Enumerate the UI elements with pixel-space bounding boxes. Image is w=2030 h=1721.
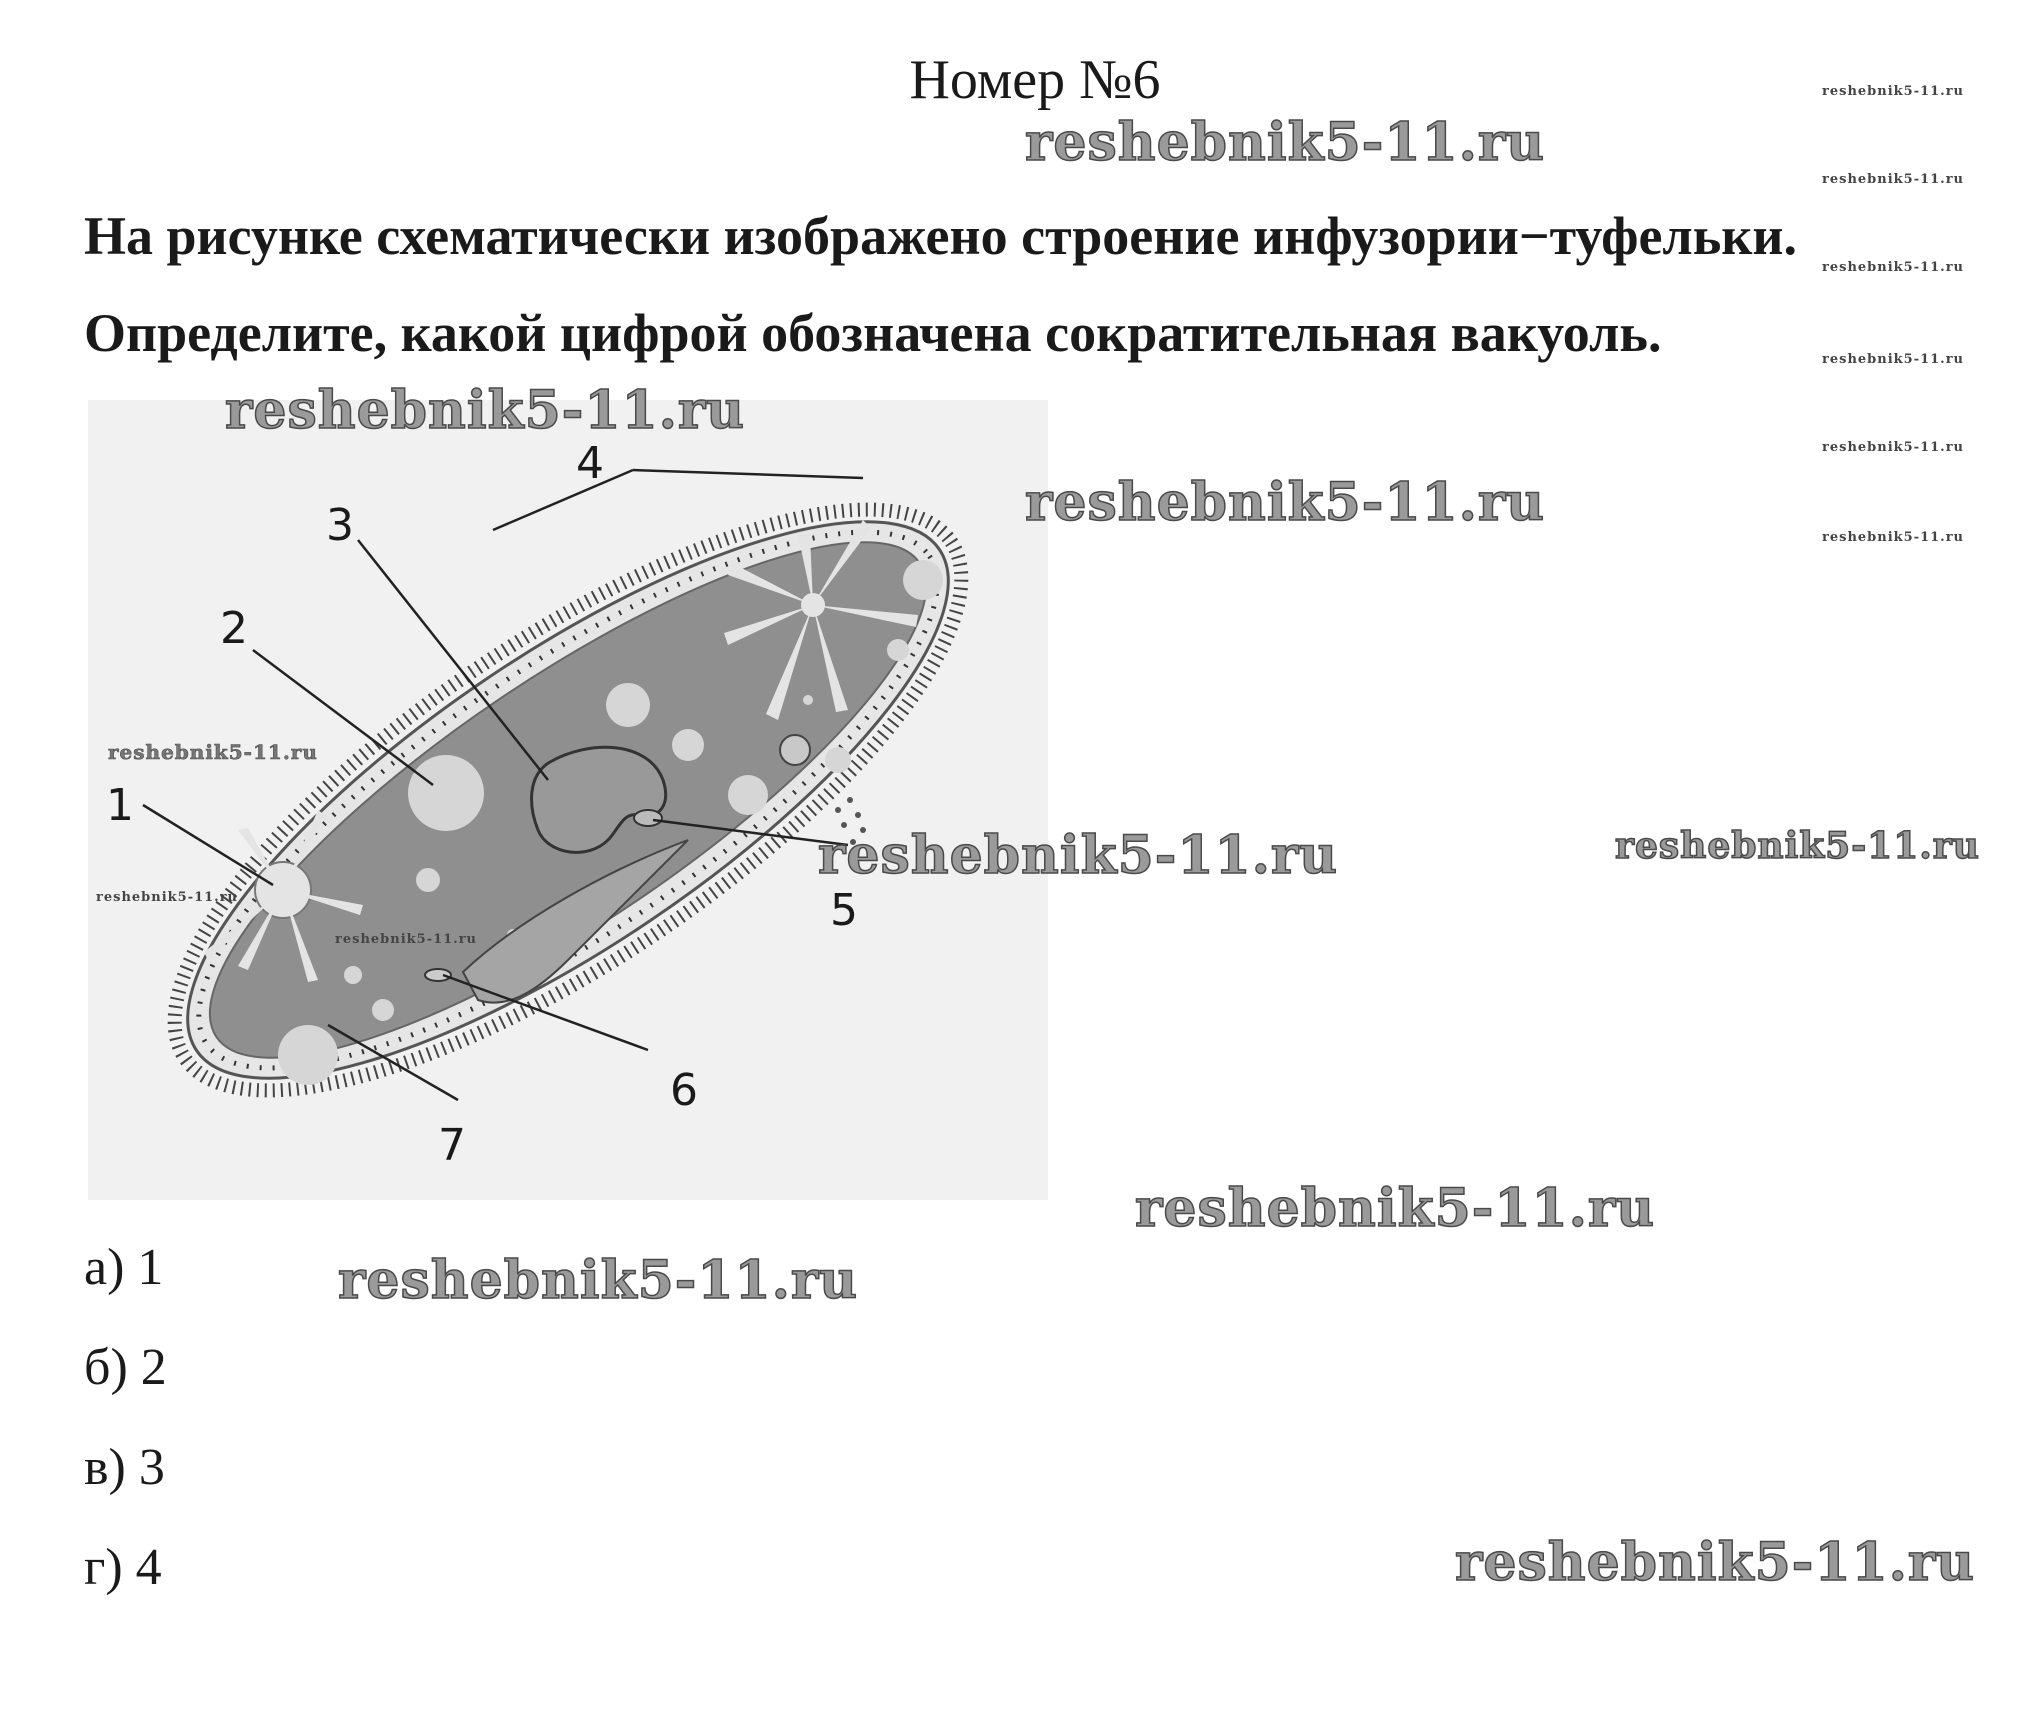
option-b: б) 2: [84, 1339, 167, 1396]
watermark: reshebnik5-11.ru: [1822, 352, 1965, 367]
label-3: 3: [326, 500, 354, 551]
micronucleus: [634, 810, 662, 826]
label-4: 4: [576, 438, 604, 489]
paramecium-diagram: [88, 400, 1048, 1200]
forming-vacuole: [780, 735, 810, 765]
watermark: reshebnik5-11.ru: [108, 740, 318, 764]
watermark: reshebnik5-11.ru: [818, 825, 1339, 886]
watermark: reshebnik5-11.ru: [1822, 530, 1965, 545]
page-title: Номер №6: [909, 49, 1161, 111]
watermark: reshebnik5-11.ru: [1025, 112, 1546, 173]
label-2: 2: [220, 603, 248, 654]
question-line-1: На рисунке схематически изображено строение инфузории−туфельки.: [84, 206, 1797, 266]
label-7: 7: [438, 1120, 466, 1171]
watermark: reshebnik5-11.ru: [335, 932, 478, 947]
watermark: reshebnik5-11.ru: [1135, 1178, 1656, 1239]
option-a: а) 1: [84, 1239, 164, 1296]
label-5: 5: [830, 885, 858, 936]
question-line-2: Определите, какой цифрой обозначена сократительная вакуоль.: [84, 303, 1662, 363]
watermark: reshebnik5-11.ru: [1822, 172, 1965, 187]
watermark: reshebnik5-11.ru: [1822, 260, 1965, 275]
watermark: reshebnik5-11.ru: [1615, 825, 1980, 867]
watermark: reshebnik5-11.ru: [225, 380, 746, 441]
label-1: 1: [106, 780, 134, 831]
option-d: г) 4: [84, 1539, 162, 1596]
watermark: reshebnik5-11.ru: [1822, 84, 1965, 99]
watermark: reshebnik5-11.ru: [96, 890, 239, 905]
watermark: reshebnik5-11.ru: [338, 1250, 859, 1311]
label-6: 6: [670, 1065, 698, 1116]
option-c: в) 3: [84, 1439, 165, 1496]
cell-mouth: [425, 969, 451, 981]
watermark: reshebnik5-11.ru: [1455, 1532, 1976, 1593]
watermark: reshebnik5-11.ru: [1025, 472, 1546, 533]
watermark: reshebnik5-11.ru: [1822, 440, 1965, 455]
